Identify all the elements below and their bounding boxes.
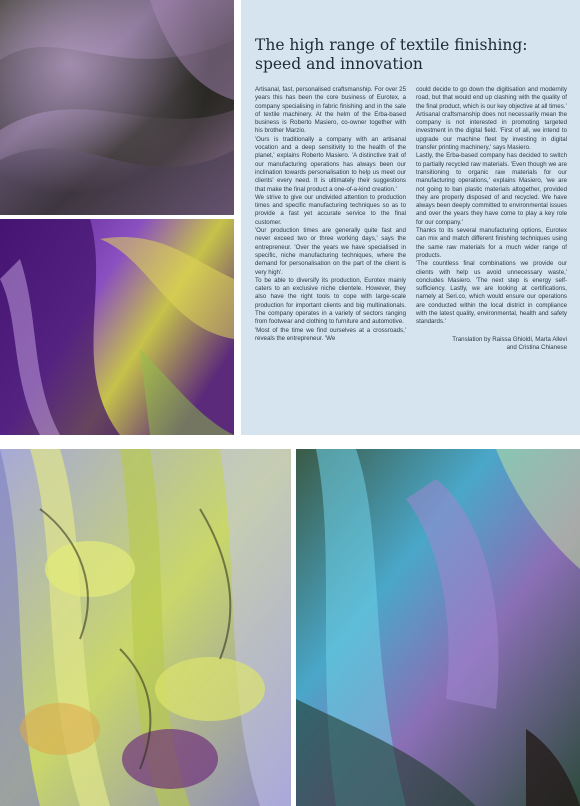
headline-line-1: The high range of textile finishing: [255,36,528,54]
paragraph: Artisanal craftsmanship does not necessarily mean the company is not interested in promoting targeted investment in the digital field. 'First of all, we intend to upgrade our machine fleet by investing in digital transfer printing machinery,' says Masiero. [416,110,567,152]
paragraph: could decide to go down the digitisation and modernity road, but that would end up clashing with the quality of the final product, which is our key objective at all times.' [416,86,567,110]
paragraph: 'Our production times are generally quite fast and never exceed two or three working days,' says the entrepreneur. 'Over the years we have specialised in specific, niche manufacturing techniques, where the demand for personalisation on the part of the client is very high'. [255,227,406,276]
translation-credit-line-1: Translation by Raissa Ghioldi, Marta Allevi [452,335,567,343]
photo-purple-gold-metallic-fabric [0,219,234,435]
photo-floral-print-fabric [0,449,291,806]
article-column-left [255,86,406,352]
translation-credit-line-2: and Cristina Chianese [506,343,567,351]
paragraph: 'Ours is traditionally a company with an artisanal vocation and a deep sensitivity to the health of the planet,' explains Roberto Masiero. 'A distinctive trait of our manufacturing operations has always been our inclination towards personalisation to help us meet our clients' every need. It is ultimately their suggestions that make the final product a one-of-a-kind creation.' [255,135,406,193]
translation-credit [416,336,567,353]
paragraph: 'Most of the time we find ourselves at a crossroads,' reveals the entrepreneur. 'We [255,326,406,342]
article-body [255,86,567,352]
paragraph: Artisanal, fast, personalised craftsmanship. For over 25 years this has been the core business of Eurotex, a company specialising in fabric finishing and in the sale of textile machinery. At the helm of the Erba-based business is Roberto Masiero, co-owner together with his brother Marzio. [255,86,406,135]
photo-iridescent-foil-fabric [296,449,580,806]
paragraph: 'The countless final combinations we provide our clients with help us avoid unnecessary waste,' concludes Masiero. 'The next step is energy self-sufficiency. Lastly, we are looking at certifications, namely at Seri.co, which would ensure our operations are conducted within the local district in compliance with the latest quality, environmental, health and safety standards.' [416,260,567,326]
article-column-right [416,86,567,352]
article-headline [255,36,567,74]
photo-dark-glitter-fabric [0,0,234,215]
article-panel [241,0,580,435]
paragraph: To be able to diversify its production, Eurotex mainly caters to an exclusive niche clientele. However, they also have the right tools to cope with large-scale production for important clients and big multinationals. The company operates in a variety of sectors ranging from footwear and clothing to furniture and automotive. [255,276,406,326]
paragraph: Lastly, the Erba-based company has decided to switch to partially recycled raw materials. 'Even though we are transitioning to organic raw materials for our manufacturing operations,' explains Masiero, 'we are not going to ban plastic materials altogether, provided they are properly disposed of and recycled. We have always been deeply committed to environmental issues and over the years they have come to play a key role for our company.' [416,152,567,226]
paragraph: We strive to give our undivided attention to production times and specific manufacturing techniques so as to provide a fast yet accurate service to the final customer. [255,193,406,226]
headline-line-2: speed and innovation [255,55,423,73]
paragraph: Thanks to its several manufacturing options, Eurotex can mix and match different finishing techniques using the same raw materials for a much wider range of products. [416,227,567,259]
